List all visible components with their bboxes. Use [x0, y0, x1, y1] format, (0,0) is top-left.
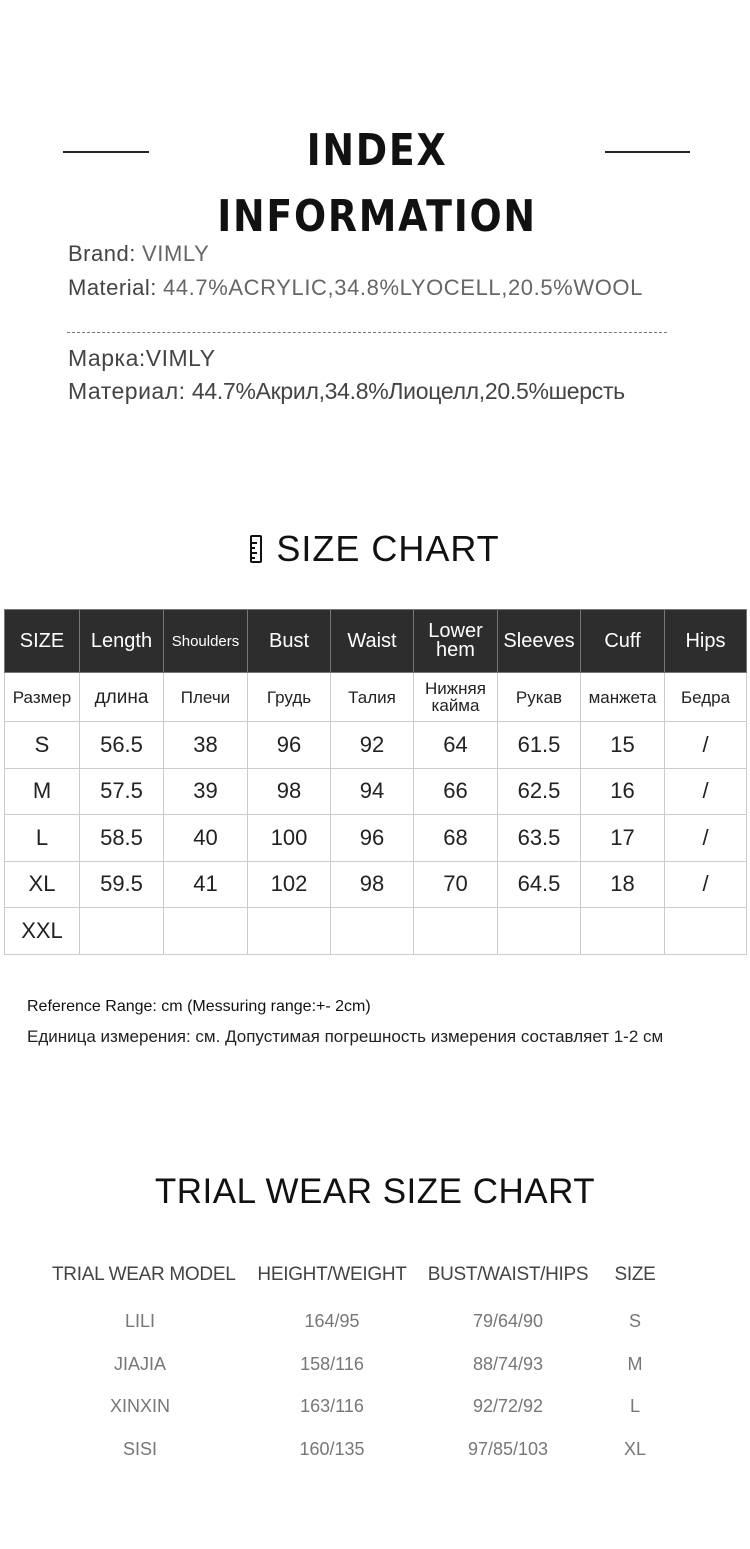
table-cell: 163/116 [300, 1396, 364, 1416]
table-cell: / [665, 722, 747, 769]
header-shoulders: Shoulders [164, 610, 248, 673]
index-information-header [0, 118, 750, 242]
table-row [0, 1346, 750, 1382]
header-size: SIZE [5, 610, 80, 673]
table-cell: 94 [331, 768, 414, 815]
table-cell [331, 908, 414, 955]
table-cell: M [627, 1354, 643, 1374]
table-cell: SISI [122, 1439, 157, 1459]
brand-value: VIMLY [141, 241, 210, 266]
table-row [0, 1388, 750, 1424]
table-cell: 63.5 [498, 815, 581, 862]
table-cell: 98 [331, 861, 414, 908]
reference-range-note-ru: Единица измерения: см. Допустимая погрешность измерения составляет 1-2 см [27, 1027, 664, 1046]
table-cell: LILI [124, 1311, 156, 1331]
header-hips: Hips [665, 610, 747, 673]
ru-brand: Марка:VIMLY [68, 345, 216, 371]
header-ru-length: длина [80, 673, 164, 722]
table-cell: 57.5 [80, 768, 164, 815]
trial-header-row [0, 1257, 750, 1293]
table-cell: 88/74/93 [472, 1354, 544, 1374]
table-cell: 96 [331, 815, 414, 862]
table-cell: 18 [581, 861, 665, 908]
table-cell: 16 [581, 768, 665, 815]
table-cell: 39 [164, 768, 248, 815]
table-cell: 64 [414, 722, 498, 769]
table-cell: / [665, 768, 747, 815]
size-chart-header [0, 528, 750, 574]
size-chart-table [4, 609, 747, 955]
header-sleeves: Sleeves [498, 610, 581, 673]
table-row [5, 861, 747, 908]
dashed-divider [67, 332, 667, 333]
header-ru-bust: Грудь [248, 673, 331, 722]
table-cell: 97/85/103 [467, 1439, 549, 1459]
table-row [5, 815, 747, 862]
size-header-row-ru [5, 673, 747, 722]
table-cell: 66 [414, 768, 498, 815]
table-row [5, 722, 747, 769]
table-row [5, 908, 747, 955]
header-ru-sleeves: Рукав [498, 673, 581, 722]
table-cell: 100 [248, 815, 331, 862]
table-cell: XL [623, 1439, 647, 1459]
table-cell: 61.5 [498, 722, 581, 769]
table-cell: JIAJIA [113, 1354, 166, 1374]
header-ru-lower-hem [414, 673, 498, 722]
table-cell: 17 [581, 815, 665, 862]
trial-header-size: SIZE [614, 1264, 656, 1285]
table-cell [665, 908, 747, 955]
ru-material-label: Материал: [68, 378, 186, 404]
trial-header-bust-waist-hips: BUST/WAIST/HIPS [427, 1264, 589, 1285]
trial-header-model: TRIAL WEAR MODEL [52, 1264, 236, 1285]
table-cell: 158/116 [300, 1354, 364, 1374]
ruler-icon [250, 535, 262, 563]
material-value: 44.7%ACRYLIC,34.8%LYOCELL,20.5%WOOL [162, 275, 643, 300]
table-cell [248, 908, 331, 955]
table-cell: / [665, 861, 747, 908]
table-cell [414, 908, 498, 955]
header-ru-waist: Талия [331, 673, 414, 722]
header-lower-hem [414, 610, 498, 673]
trial-wear-title: TRIAL WEAR SIZE CHART [154, 1172, 596, 1211]
header-lower-hem-label: Lower hem [428, 620, 483, 661]
table-cell: 68 [414, 815, 498, 862]
table-cell: 92 [331, 722, 414, 769]
header-ru-size: Размер [5, 673, 80, 722]
header-ru-lower-hem-label: Нижняя кайма [425, 679, 486, 715]
header-length: Length [80, 610, 164, 673]
ru-material-line [68, 378, 625, 405]
table-cell: 40 [164, 815, 248, 862]
table-cell [80, 908, 164, 955]
table-cell: 15 [581, 722, 665, 769]
table-cell: M [5, 768, 80, 815]
header-divider-right [605, 151, 690, 153]
table-row [5, 768, 747, 815]
table-cell: L [5, 815, 80, 862]
size-header-row [5, 610, 747, 673]
header-ru-shoulders: Плечи [164, 673, 248, 722]
table-cell: S [628, 1311, 641, 1331]
header-ru-cuff: манжета [581, 673, 665, 722]
table-cell: XINXIN [109, 1396, 170, 1416]
table-cell: 92/72/92 [472, 1396, 544, 1416]
table-cell: 38 [164, 722, 248, 769]
table-cell: 70 [414, 861, 498, 908]
header-waist: Waist [331, 610, 414, 673]
table-cell: 98 [248, 768, 331, 815]
table-cell: XXL [5, 908, 80, 955]
table-cell: L [629, 1396, 640, 1416]
ru-brand-line [68, 345, 216, 372]
table-cell: 56.5 [80, 722, 164, 769]
header-bust: Bust [248, 610, 331, 673]
table-cell: 62.5 [498, 768, 581, 815]
table-cell: / [665, 815, 747, 862]
table-cell: 96 [248, 722, 331, 769]
table-cell: 41 [164, 861, 248, 908]
header-divider-left [63, 151, 149, 153]
ru-material-value: 44.7%Акрил,34.8%Лиоцелл,20.5%шерсть [191, 378, 625, 404]
table-cell [164, 908, 248, 955]
table-cell: 79/64/90 [472, 1311, 544, 1331]
table-cell: XL [5, 861, 80, 908]
table-cell: 164/95 [304, 1311, 360, 1331]
trial-header-height-weight: HEIGHT/WEIGHT [257, 1264, 407, 1285]
header-ru-hips: Бедра [665, 673, 747, 722]
table-cell: 102 [248, 861, 331, 908]
table-cell: 64.5 [498, 861, 581, 908]
table-cell: S [5, 722, 80, 769]
brand-label: Brand: [68, 241, 136, 266]
material-label: Material: [68, 275, 157, 300]
table-cell: 160/135 [299, 1439, 365, 1459]
header-cuff: Cuff [581, 610, 665, 673]
table-row [0, 1431, 750, 1467]
reference-range-note: Reference Range: cm (Messuring range:+- 2cm) [27, 998, 371, 1015]
table-cell: 59.5 [80, 861, 164, 908]
table-cell: 58.5 [80, 815, 164, 862]
size-chart-title: SIZE CHART [276, 528, 500, 569]
table-row [0, 1303, 750, 1339]
material-line [68, 275, 643, 301]
brand-line [68, 241, 209, 267]
index-information-title: INDEX INFORMATION [217, 125, 537, 242]
table-cell [498, 908, 581, 955]
table-cell [581, 908, 665, 955]
